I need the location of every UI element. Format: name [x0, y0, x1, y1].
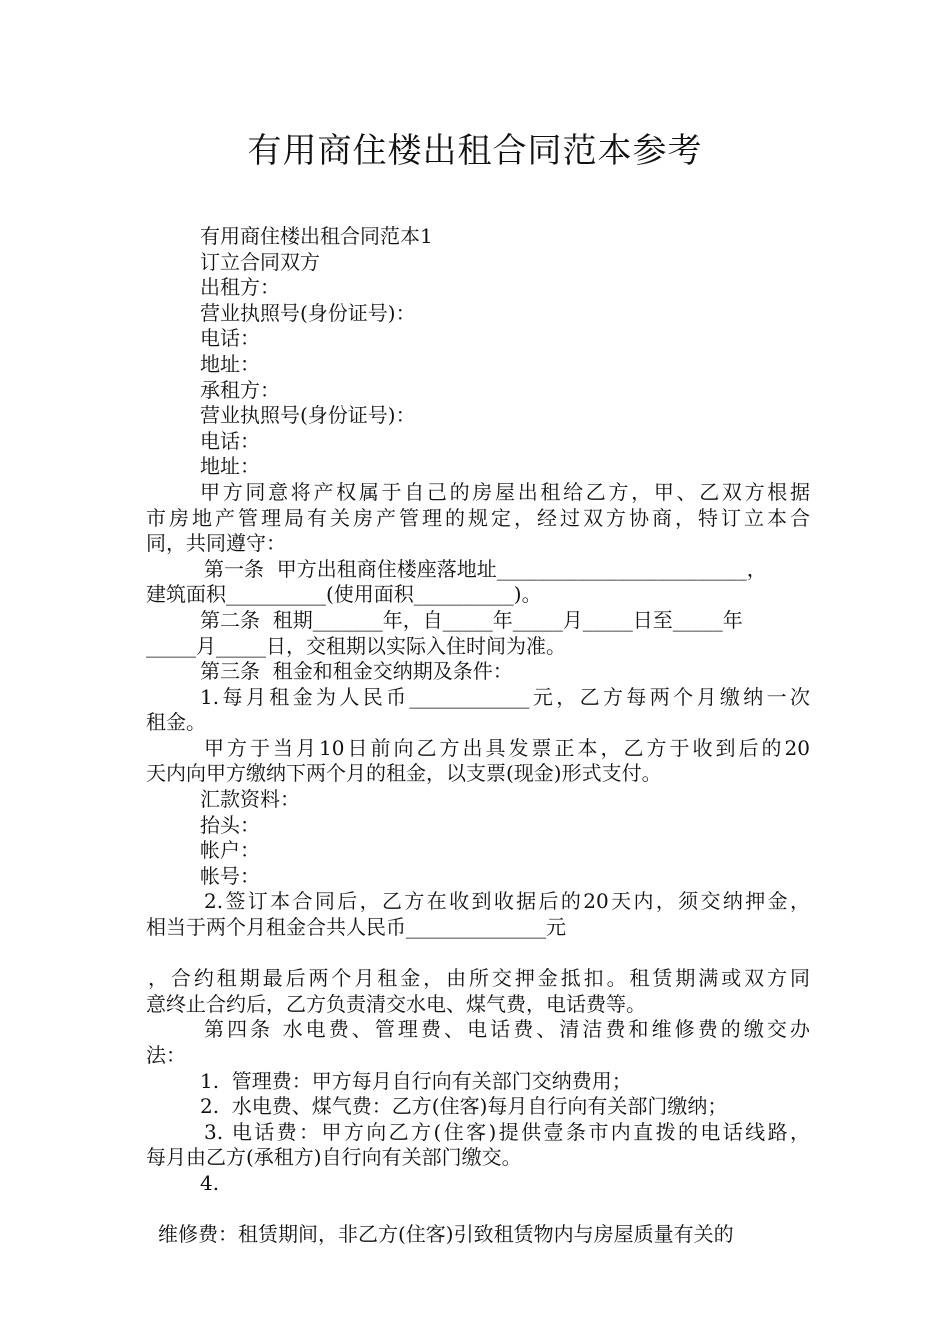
- clause-line: 相当于两个月租金合共人民币______________元: [146, 915, 566, 940]
- field-label: 电话：: [200, 326, 260, 351]
- paragraph-line: 天内向甲方缴纳下两个月的租金，以支票(现金)形式支付。: [146, 761, 662, 786]
- document-body: [146, 224, 810, 1248]
- section-heading: 有用商住楼出租合同范本1: [200, 224, 433, 248]
- list-item: 每月由乙方(承租方)自行向有关部门缴交。: [146, 1145, 522, 1170]
- field-label: 帐户：: [200, 838, 260, 863]
- field-label: 地址：: [200, 454, 260, 479]
- clause-line: 2.签订本合同后，乙方在收到收据后的20天内，须交纳押金，: [204, 889, 810, 914]
- blank-line: [146, 1197, 810, 1223]
- clause-line: 建筑面积__________(使用面积__________)。: [146, 582, 542, 607]
- clause-line: 第三条 租金和租金交纳期及条件：: [200, 659, 513, 684]
- clause-line: 租金。: [146, 710, 206, 735]
- paragraph-line: 甲方于当月10日前向乙方出具发票正本，乙方于收到后的20: [204, 735, 810, 760]
- clause-line: 第四条 水电费、管理费、电话费、清洁费和维修费的缴交办: [204, 1017, 810, 1042]
- document-title: 有用商住楼出租合同范本参考: [247, 131, 703, 171]
- field-label: 抬头：: [200, 812, 260, 837]
- field-label: 电话：: [200, 428, 260, 453]
- clause-line: 1.每月租金为人民币____________元，乙方每两个月缴纳一次: [200, 684, 810, 709]
- field-label: 帐号：: [200, 863, 260, 888]
- paragraph-line: 同，共同遵守：: [146, 531, 286, 556]
- list-item: 2. 水电费、煤气费：乙方(住客)每月自行向有关部门缴纳；: [200, 1094, 728, 1119]
- field-label: 营业执照号(身份证号)：: [200, 300, 416, 325]
- paragraph-line: 维修费：租赁期间，非乙方(住客)引致租赁物内与房屋质量有关的: [158, 1222, 734, 1247]
- clause-line: _____月_____日，交租期以实际入住时间为准。: [146, 633, 566, 658]
- list-item: 3. 电话费：甲方向乙方(住客)提供壹条市内直拨的电话线路，: [204, 1119, 810, 1144]
- clause-line: 第一条 甲方出租商住楼座落地址_________________________，: [204, 556, 767, 581]
- paragraph-line: 甲方同意将产权属于自己的房屋出租给乙方，甲、乙双方根据: [200, 479, 810, 504]
- paragraph-line: 意终止合约后，乙方负责清交水电、煤气费，电话费等。: [146, 991, 646, 1016]
- field-label: 汇款资料：: [200, 787, 300, 812]
- list-item: 1. 管理费：甲方每月自行向有关部门交纳费用；: [200, 1068, 632, 1093]
- paragraph-line: ，合约租期最后两个月租金，由所交押金抵扣。租赁期满或双方同: [148, 966, 810, 991]
- field-label: 出租方：: [200, 275, 280, 300]
- field-label: 承租方：: [200, 377, 280, 402]
- paragraph-line: 订立合同双方: [200, 249, 320, 274]
- field-label: 营业执照号(身份证号)：: [200, 403, 416, 428]
- list-item: 4.: [200, 1170, 220, 1195]
- field-label: 地址：: [200, 351, 260, 376]
- clause-line: 法：: [146, 1043, 186, 1067]
- paragraph-line: 市房地产管理局有关房产管理的规定，经过双方协商，特订立本合: [146, 505, 810, 530]
- blank-line: [146, 941, 810, 967]
- clause-line: 第二条 租期_______年，自_____年_____月_____日至_____年: [200, 607, 743, 632]
